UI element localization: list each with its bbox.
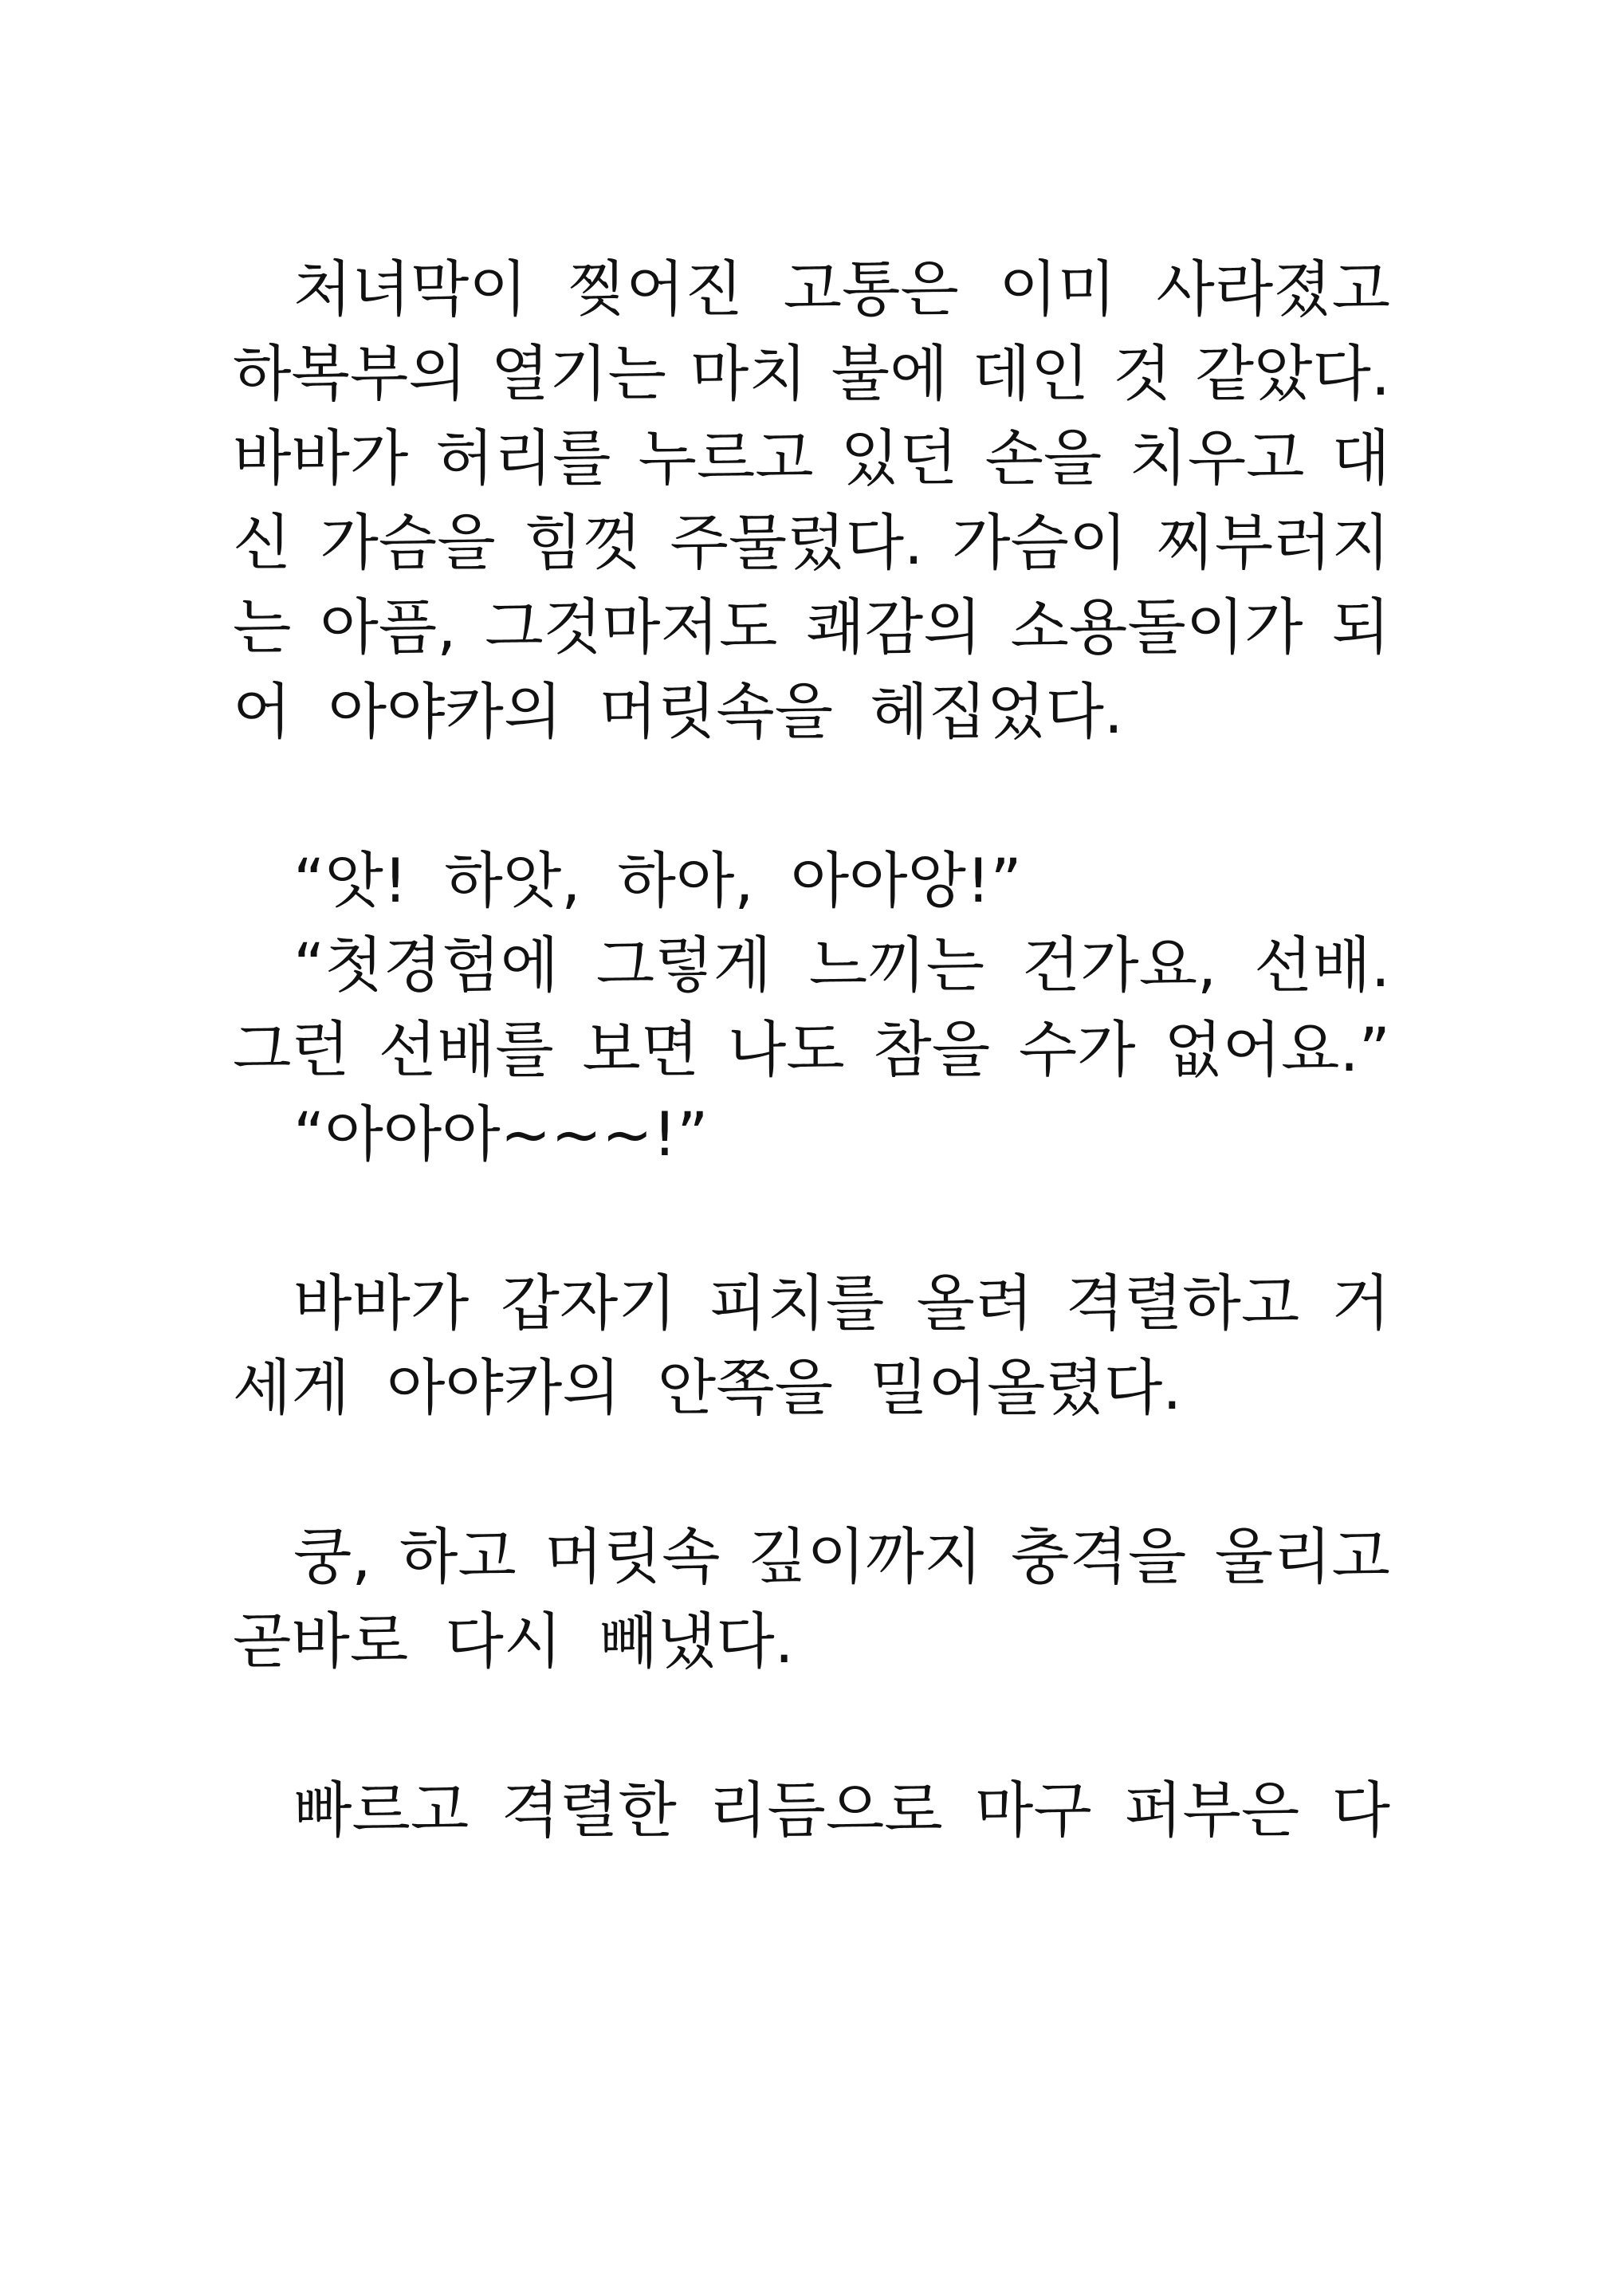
text-line xyxy=(233,1515,1390,1599)
word: 있던 xyxy=(840,423,958,493)
word: 퍼부은 xyxy=(1124,1775,1300,1846)
word: 울리고 xyxy=(1214,1521,1390,1592)
word: 쾌감의 xyxy=(806,592,982,662)
word: 선배. xyxy=(1253,930,1390,1001)
word: 이미 xyxy=(999,254,1116,324)
word: 거 xyxy=(1331,1268,1390,1339)
word: 피치를 xyxy=(709,1268,885,1339)
word: 마치 xyxy=(690,338,808,409)
text-line: 세게 아야카의 안쪽을 밀어올렸다. xyxy=(233,1352,1182,1423)
word: 손을 xyxy=(984,423,1102,493)
word: 올려 xyxy=(916,1268,1034,1339)
word: 하고 xyxy=(399,1521,517,1592)
text-line xyxy=(233,332,1390,416)
word: 대 xyxy=(1331,423,1390,493)
word: 나도 xyxy=(727,1014,845,1085)
word: 사라졌고 xyxy=(1156,254,1390,324)
word: 그런 xyxy=(233,1014,350,1085)
word: 참을 xyxy=(873,1014,991,1085)
word: 처녀막이 xyxy=(293,254,528,324)
word: 보면 xyxy=(582,1014,700,1085)
word: 는 xyxy=(233,592,292,662)
word: 건가요, xyxy=(1021,930,1217,1001)
word: 깊이까지 xyxy=(748,1521,983,1592)
word: 되 xyxy=(1331,592,1390,662)
word: 머릿속 xyxy=(544,1521,721,1592)
word: 그것마저도 xyxy=(485,592,778,662)
word: 것 xyxy=(1113,338,1172,409)
word: 누르고 xyxy=(638,423,814,493)
word: 충격을 xyxy=(1011,1521,1187,1592)
word: 아픔, xyxy=(320,592,457,662)
word: 하복부의 xyxy=(233,338,467,409)
text-line: 곧바로 다시 빼냈다. xyxy=(233,1606,794,1677)
word: 신 xyxy=(233,507,292,578)
paragraph-4 xyxy=(233,1515,1390,1684)
word: 갑자기 xyxy=(501,1268,677,1339)
paragraph-2 xyxy=(233,839,1390,1177)
paragraph-5 xyxy=(233,1768,1390,1853)
word: 주물렀다. xyxy=(670,507,924,578)
body-text xyxy=(233,247,1390,1853)
word: 빠르고 xyxy=(293,1775,470,1846)
word: 없어요.” xyxy=(1164,1014,1390,1085)
word: 불에 xyxy=(831,338,949,409)
word: 선배를 xyxy=(378,1014,554,1085)
word: 찢어진 xyxy=(568,254,744,324)
word: 마구 xyxy=(974,1775,1092,1846)
text-line xyxy=(233,501,1390,585)
word: 쿵, xyxy=(293,1521,371,1592)
word: 느끼는 xyxy=(808,930,985,1001)
word: 수가 xyxy=(1018,1014,1136,1085)
text-line: 어 아야카의 머릿속을 헤집었다. xyxy=(233,676,1124,747)
word: 고통은 xyxy=(783,254,959,324)
word: 격렬하고 xyxy=(1065,1268,1300,1339)
word: 다 xyxy=(1331,1775,1390,1846)
text-line xyxy=(233,1008,1390,1092)
word: 같았다. xyxy=(1195,338,1390,409)
word: 그렇게 xyxy=(595,930,772,1001)
word: 가슴이 xyxy=(952,507,1128,578)
word: 격렬한 xyxy=(501,1775,677,1846)
word: 허리를 xyxy=(435,423,611,493)
text-line xyxy=(233,1261,1390,1346)
word: 리듬으로 xyxy=(709,1775,943,1846)
text-line xyxy=(233,247,1390,332)
word: 바바가 xyxy=(293,1268,470,1339)
word: 열기는 xyxy=(490,338,666,409)
word: 데인 xyxy=(972,338,1090,409)
text-line xyxy=(233,1768,1390,1853)
word: 치우고 xyxy=(1129,423,1305,493)
word: 가슴을 xyxy=(320,507,496,578)
word: “첫경험에 xyxy=(293,930,560,1001)
text-line xyxy=(233,923,1390,1008)
text-line: “아아아~~~!” xyxy=(293,1099,709,1170)
paragraph-1 xyxy=(233,247,1390,754)
text-line: “앗! 하앗, 하아, 아아앙!” xyxy=(293,845,1022,916)
word: 바바가 xyxy=(233,423,409,493)
text-line xyxy=(233,585,1390,670)
word: 힘껏 xyxy=(524,507,642,578)
text-line xyxy=(233,416,1390,501)
word: 소용돌이가 xyxy=(1010,592,1303,662)
word: 찌부러지 xyxy=(1156,507,1390,578)
paragraph-3 xyxy=(233,1261,1390,1430)
